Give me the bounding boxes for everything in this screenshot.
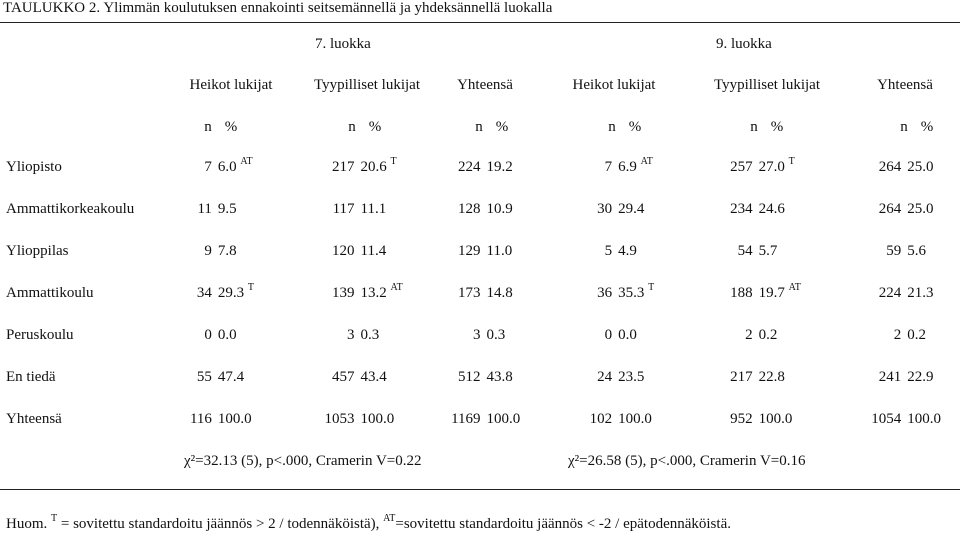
cell-percent xyxy=(212,272,280,314)
cell-percent xyxy=(753,230,825,272)
residual-marker: T xyxy=(247,281,255,293)
percent-value: 24.6 xyxy=(758,200,785,217)
cell-n: 34 xyxy=(196,284,212,301)
cell-percent xyxy=(212,356,280,398)
cell-percent xyxy=(355,314,424,356)
percent-value: 43.8 xyxy=(486,368,513,385)
cell-n: 512 xyxy=(458,368,481,385)
cell-n: 102 xyxy=(589,410,613,427)
cell-n: 1054 xyxy=(871,410,902,427)
cell-percent xyxy=(481,356,544,398)
cell-n: 217 xyxy=(332,158,355,175)
cell-n: 457 xyxy=(332,368,355,385)
cell-n: 188 xyxy=(730,284,753,301)
cell-percent xyxy=(355,230,424,272)
cell-percent xyxy=(612,272,678,314)
percent-value: 6.0 xyxy=(217,158,237,175)
percent-value: 25.0 xyxy=(907,200,934,217)
cell-n: 224 xyxy=(458,158,481,175)
row-label: Ammattikoulu xyxy=(6,284,94,301)
table-row xyxy=(0,230,960,272)
percent-value: 7.8 xyxy=(217,242,237,259)
table-row xyxy=(0,146,960,188)
cell-n: 117 xyxy=(332,200,355,217)
col-percent-header: % xyxy=(495,119,509,135)
cell-n: 55 xyxy=(196,368,212,385)
col-n-header: n xyxy=(204,119,212,135)
percent-value: 19.7 xyxy=(758,284,785,301)
cell-percent xyxy=(212,314,280,356)
cell-percent xyxy=(481,272,544,314)
percent-value: 11.0 xyxy=(486,242,513,259)
cell-n: 264 xyxy=(878,200,902,217)
percent-value: 100.0 xyxy=(907,410,942,427)
percent-value: 25.0 xyxy=(907,158,934,175)
data-table xyxy=(0,146,960,440)
percent-value: 35.3 xyxy=(618,284,645,301)
percent-value: 0.0 xyxy=(217,326,237,343)
percent-value: 22.9 xyxy=(907,368,934,385)
residual-marker: T xyxy=(390,155,397,167)
cell-n: 5 xyxy=(604,242,613,259)
percent-value: 100.0 xyxy=(486,410,521,427)
cell-percent xyxy=(612,398,678,440)
percent-value: 4.9 xyxy=(618,242,637,259)
percent-value: 21.3 xyxy=(907,284,934,301)
percent-value: 5.6 xyxy=(907,242,927,259)
table-row xyxy=(0,356,960,398)
footnote-sup-at: AT xyxy=(383,513,396,524)
cell-percent xyxy=(612,188,678,230)
cell-n: 9 xyxy=(204,242,212,259)
percent-value: 19.2 xyxy=(486,158,513,175)
percent-value: 23.5 xyxy=(618,368,645,385)
percent-value: 29.3 xyxy=(217,284,245,301)
col-n-header: n xyxy=(475,119,483,135)
group-header-5: Yhteensä xyxy=(877,77,933,93)
cell-n: 30 xyxy=(597,200,613,217)
col-n-header: n xyxy=(348,119,356,135)
footnote-prefix: Huom. xyxy=(6,516,51,532)
cell-percent xyxy=(753,188,825,230)
top-rule xyxy=(0,22,960,23)
row-label: Ylioppilas xyxy=(6,242,69,259)
cell-percent xyxy=(612,146,678,188)
cell-n: 129 xyxy=(458,242,481,259)
percent-value: 0.2 xyxy=(758,326,778,343)
col-percent-header: % xyxy=(368,119,382,135)
cell-n: 128 xyxy=(458,200,481,217)
cell-n: 3 xyxy=(473,326,481,343)
group-header-2: Yhteensä xyxy=(457,77,513,93)
percent-value: 13.2 xyxy=(360,284,387,301)
group-header-1: Tyypilliset lukijat xyxy=(313,77,421,93)
percent-value: 0.3 xyxy=(486,326,506,343)
percent-value: 11.1 xyxy=(360,200,387,217)
cell-n: 173 xyxy=(458,284,481,301)
percent-value: 100.0 xyxy=(618,410,652,427)
group-header-3: Heikot lukijat xyxy=(572,77,656,93)
cell-percent xyxy=(753,314,825,356)
cell-n: 0 xyxy=(204,326,212,343)
table-row xyxy=(0,272,960,314)
percent-value: 43.4 xyxy=(360,368,387,385)
cell-n: 952 xyxy=(730,410,753,427)
cell-n: 1169 xyxy=(451,410,481,427)
row-label: Yliopisto xyxy=(6,158,62,175)
cell-n: 217 xyxy=(730,368,753,385)
cell-percent xyxy=(355,356,424,398)
grade-7-header: 7. luokka xyxy=(315,36,371,52)
cell-n: 59 xyxy=(886,242,902,259)
cell-n: 139 xyxy=(332,284,355,301)
percent-value: 10.9 xyxy=(486,200,513,217)
percent-value: 47.4 xyxy=(217,368,245,385)
cell-percent xyxy=(753,146,825,188)
residual-marker: AT xyxy=(390,281,403,293)
percent-value: 0.0 xyxy=(618,326,637,343)
percent-value: 27.0 xyxy=(758,158,785,175)
col-percent-header: % xyxy=(224,119,238,135)
row-label: Yhteensä xyxy=(6,410,62,427)
percent-value: 20.6 xyxy=(360,158,387,175)
col-percent-header: % xyxy=(920,119,934,135)
cell-percent xyxy=(481,230,544,272)
residual-marker: AT xyxy=(640,155,653,167)
cell-percent xyxy=(355,146,424,188)
cell-n: 54 xyxy=(737,242,753,259)
cell-n: 116 xyxy=(189,410,212,427)
cell-percent xyxy=(612,314,678,356)
cell-percent xyxy=(212,146,280,188)
cell-n: 264 xyxy=(878,158,902,175)
cell-percent xyxy=(481,314,544,356)
table-row xyxy=(0,398,960,440)
residual-marker: T xyxy=(648,281,655,293)
cell-n: 0 xyxy=(604,326,613,343)
group-header-4: Tyypilliset lukijat xyxy=(713,77,821,93)
footnote-sup-t: T xyxy=(51,513,58,524)
cell-percent xyxy=(901,230,960,272)
cell-n: 257 xyxy=(730,158,753,175)
cell-n: 2 xyxy=(893,326,902,343)
cell-percent xyxy=(355,272,424,314)
col-n-header: n xyxy=(608,119,616,135)
table-title: TAULUKKO 2. Ylimmän koulutuksen ennakointi seitsemännellä ja yhdeksännellä luokalla xyxy=(3,0,553,16)
cell-percent xyxy=(612,356,678,398)
cell-percent xyxy=(753,398,825,440)
cell-percent xyxy=(901,398,960,440)
percent-value: 29.4 xyxy=(618,200,645,217)
percent-value: 9.5 xyxy=(217,200,237,217)
percent-value: 14.8 xyxy=(486,284,513,301)
cell-percent xyxy=(481,146,544,188)
cell-n: 241 xyxy=(878,368,902,385)
cell-percent xyxy=(212,398,280,440)
grade-9-header: 9. luokka xyxy=(716,36,772,52)
percent-value: 22.8 xyxy=(758,368,785,385)
cell-percent xyxy=(753,356,825,398)
table-row xyxy=(0,188,960,230)
row-label: Ammattikorkeakoulu xyxy=(6,200,135,217)
cell-n: 7 xyxy=(604,158,613,175)
col-n-header: n xyxy=(750,119,758,135)
cell-percent xyxy=(901,146,960,188)
cell-n: 1053 xyxy=(324,410,355,427)
cell-n: 11 xyxy=(197,200,212,217)
footnote-text-t: = sovitettu standardoitu jäännös > 2 / todennäköistä), xyxy=(57,516,384,532)
cell-n: 120 xyxy=(332,242,355,259)
percent-value: 100.0 xyxy=(360,410,395,427)
cell-percent xyxy=(355,188,424,230)
col-percent-header: % xyxy=(628,119,642,135)
cell-percent xyxy=(753,272,825,314)
cell-percent xyxy=(901,356,960,398)
percent-value: 100.0 xyxy=(758,410,793,427)
group-header-0: Heikot lukijat xyxy=(189,77,273,93)
cell-percent xyxy=(212,188,280,230)
cell-percent xyxy=(612,230,678,272)
cell-percent xyxy=(355,398,424,440)
cell-percent xyxy=(901,272,960,314)
chi-square-7: χ²=32.13 (5), p<.000, Cramerin V=0.22 xyxy=(184,453,422,469)
percent-value: 11.4 xyxy=(360,242,387,259)
cell-n: 234 xyxy=(730,200,753,217)
cell-n: 7 xyxy=(204,158,212,175)
cell-n: 36 xyxy=(597,284,613,301)
cell-n: 24 xyxy=(597,368,613,385)
residual-marker: T xyxy=(788,155,795,167)
cell-n: 3 xyxy=(347,326,355,343)
cell-n: 224 xyxy=(878,284,902,301)
cell-percent xyxy=(481,398,544,440)
bottom-rule xyxy=(0,489,960,490)
row-label: En tiedä xyxy=(6,368,56,385)
col-n-header: n xyxy=(900,119,908,135)
cell-percent xyxy=(901,188,960,230)
footnote-text-at: =sovitettu standardoitu jäännös < -2 / epätodennäköistä. xyxy=(395,516,731,532)
footnote xyxy=(6,513,731,533)
cell-percent xyxy=(212,230,280,272)
residual-marker: AT xyxy=(240,155,253,167)
percent-value: 100.0 xyxy=(217,410,252,427)
cell-n: 2 xyxy=(745,326,753,343)
row-label: Peruskoulu xyxy=(6,326,74,343)
col-percent-header: % xyxy=(770,119,784,135)
percent-value: 0.2 xyxy=(907,326,927,343)
cell-percent xyxy=(901,314,960,356)
chi-square-9: χ²=26.58 (5), p<.000, Cramerin V=0.16 xyxy=(568,453,806,469)
table-row xyxy=(0,314,960,356)
percent-value: 6.9 xyxy=(618,158,637,175)
percent-value: 0.3 xyxy=(360,326,380,343)
cell-percent xyxy=(481,188,544,230)
percent-value: 5.7 xyxy=(758,242,778,259)
residual-marker: AT xyxy=(788,281,801,293)
